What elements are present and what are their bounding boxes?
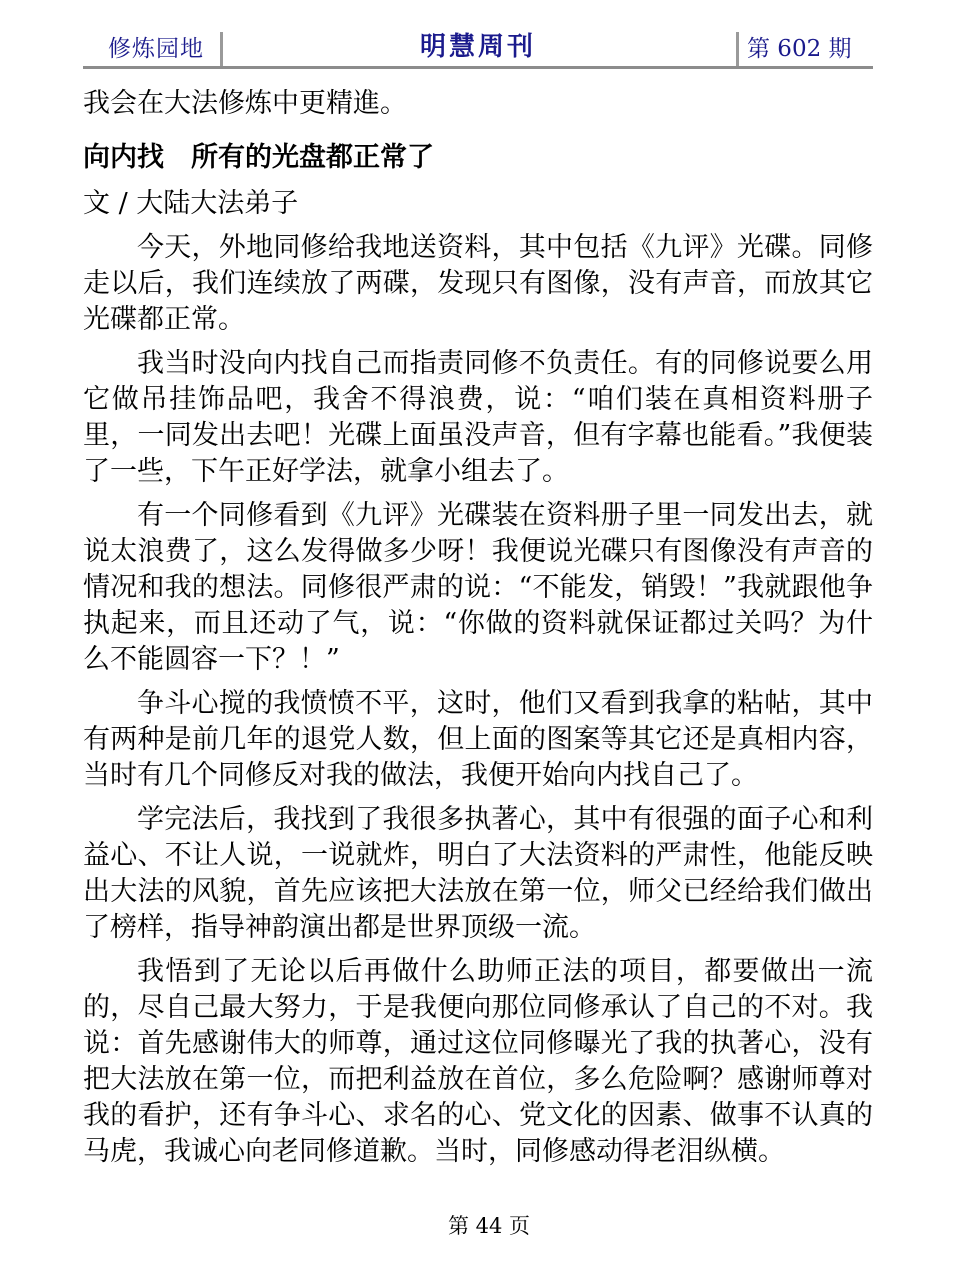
article-paragraph: 我当时没向内找自己而指责同修不负责任。有的同修说要么用它做吊挂饰品吧，我舍不得浪费，说：“咱们装在真相资料册子里，一同发出去吧！光碟上面虽没声音，但有字幕也能看。”我便装了一些，下午正好学法，就拿小组去了。 <box>83 348 873 487</box>
header-divider-right <box>736 32 739 66</box>
publication-title: 明慧周刊 <box>419 32 536 62</box>
issue-number: 第 602 期 <box>747 36 852 62</box>
intro-line: 我会在大法修炼中更精進。 <box>83 88 407 119</box>
section-label: 修炼园地 <box>108 36 204 62</box>
article-paragraph: 我悟到了无论以后再做什么助师正法的项目，都要做出一流的，尽自己最大努力，于是我便向那位同修承认了自己的不对。我说：首先感谢伟大的师尊，通过这位同修曝光了我的执著心，没有把大法放在第一位，而把利益放在首位，多么危险啊？感谢师尊对我的看护，还有争斗心、求名的心、党文化的因素、做事不认真的马虎，我诚心向老同修道歉。当时，同修感动得老泪纵横。 <box>83 956 873 1167</box>
article-paragraph: 有一个同修看到《九评》光碟装在资料册子里一同发出去，就说太浪费了，这么发得做多少呀！我便说光碟只有图像没有声音的情况和我的想法。同修很严肃的说：“不能发，销毁！”我就跟他争执起来，而且还动了气，说：“你做的资料就保证都过关吗？为什么不能圆容一下？！” <box>83 500 873 675</box>
article-title: 向内找 所有的光盘都正常了 <box>83 142 434 173</box>
page-header <box>83 24 873 69</box>
article-paragraph: 今天，外地同修给我地送资料，其中包括《九评》光碟。同修走以后，我们连续放了两碟，发现只有图像，没有声音，而放其它光碟都正常。 <box>83 232 873 335</box>
page-content <box>83 86 873 1170</box>
article-paragraph: 学完法后，我找到了我很多执著心，其中有很强的面子心和利益心、不让人说，一说就炸，明白了大法资料的严肃性，他能反映出大法的风貌，首先应该把大法放在第一位，师父已经给我们做出了榜样，指导神韵演出都是世界顶级一流。 <box>83 804 873 943</box>
page-number: 第 44 页 <box>447 1214 531 1238</box>
article-paragraph: 争斗心搅的我愤愤不平，这时，他们又看到我拿的粘帖，其中有两种是前几年的退党人数，但上面的图案等其它还是真相内容，当时有几个同修反对我的做法，我便开始向内找自己了。 <box>83 688 873 791</box>
article-author: 文 / 大陆大法弟子 <box>83 188 299 219</box>
